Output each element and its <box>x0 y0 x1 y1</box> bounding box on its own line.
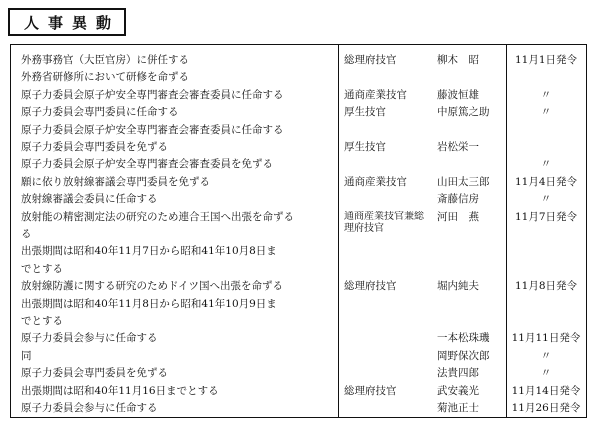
row-office: 総理府技官 <box>344 54 397 66</box>
row-description: でとする <box>21 262 63 275</box>
row-name: 法貴四郎 <box>437 367 479 380</box>
row-description: 原子力委員会原子炉安全専門審査会審査委員を免ずる <box>21 158 273 171</box>
row-date: 〃 <box>540 367 552 380</box>
row-name <box>437 313 507 330</box>
row-name: 中原篤之助 <box>437 106 490 119</box>
row-date: 11月4日発令 <box>514 175 578 188</box>
row-date: 11月8日発令 <box>514 280 578 293</box>
row-description: 原子力委員会原子炉安全専門審査会審査委員に任命する <box>21 88 284 101</box>
row-description: 外務省研修所において研修を命ずる <box>21 71 189 84</box>
row-name <box>437 226 507 243</box>
table-row <box>11 278 586 295</box>
section-title-box <box>8 8 126 36</box>
row-date <box>511 69 581 86</box>
row-name: 藤波恒雄 <box>437 88 479 101</box>
row-name: 菊池正士 <box>437 402 479 414</box>
row-office <box>344 313 432 330</box>
table-row <box>11 139 586 156</box>
row-name: 斎藤信房 <box>437 193 479 206</box>
table-row <box>11 52 586 69</box>
row-date <box>511 296 581 313</box>
row-office: 通商産業技官兼総理府技官 <box>344 210 424 234</box>
row-office: 通商産業技官 <box>344 88 407 101</box>
table-row <box>11 365 586 382</box>
row-description: 原子力委員会専門委員を免ずる <box>21 141 168 153</box>
row-description: 原子力委員会原子炉安全専門審査会審査委員に任命する <box>21 123 284 136</box>
row-office <box>344 261 432 278</box>
row-description: 原子力委員会参与に任命する <box>21 332 158 345</box>
table-row <box>11 383 586 400</box>
row-description: 願に依り放射線審議会専門委員を免ずる <box>21 175 210 188</box>
table-row <box>11 191 586 208</box>
row-office <box>344 122 432 139</box>
table-row <box>11 156 586 173</box>
row-office <box>344 365 432 382</box>
row-date <box>511 226 581 243</box>
row-name: 柳木 昭 <box>437 54 479 66</box>
row-name <box>437 122 507 139</box>
row-description: 同 <box>21 349 32 362</box>
row-office <box>344 400 432 417</box>
row-office: 厚生技官 <box>344 106 386 119</box>
row-name: 岡野保次郎 <box>437 349 490 362</box>
table-row <box>11 330 586 347</box>
table-row <box>11 348 586 365</box>
row-date: 〃 <box>540 88 552 101</box>
row-date <box>511 139 581 156</box>
row-office <box>344 69 432 86</box>
row-name <box>437 243 507 260</box>
row-office: 総理府技官 <box>344 280 397 293</box>
row-date: 〃 <box>540 106 552 119</box>
row-office: 厚生技官 <box>344 141 386 153</box>
row-description: 原子力委員会専門委員を免ずる <box>21 367 168 380</box>
row-office <box>344 296 432 313</box>
row-description: 放射能の精密測定法の研究のため連合王国へ出張を命ずる <box>21 210 294 223</box>
row-date: 11月14日発令 <box>511 384 581 397</box>
row-description: 原子力委員会参与に任命する <box>21 402 158 414</box>
personnel-table <box>10 44 587 418</box>
row-date: 11月1日発令 <box>514 54 578 66</box>
row-description: る <box>21 228 32 240</box>
row-description: でとする <box>21 315 63 327</box>
row-date <box>511 261 581 278</box>
row-name: 武安義光 <box>437 384 479 397</box>
row-office <box>344 243 432 260</box>
table-row <box>11 296 586 313</box>
table-row <box>11 313 586 330</box>
row-description: 出張期間は昭和40年11月7日から昭和41年10月8日ま <box>21 245 277 258</box>
row-date: 11月26日発令 <box>511 402 581 414</box>
row-name <box>437 156 507 173</box>
row-name: 堀内純夫 <box>437 280 479 293</box>
table-row <box>11 104 586 121</box>
row-date: 〃 <box>540 349 552 362</box>
row-description: 出張期間は昭和40年11月16日までとする <box>21 384 219 397</box>
row-description: 放射線防護に関する研究のためドイツ国へ出張を命ずる <box>21 280 283 293</box>
row-name <box>437 69 507 86</box>
table-row <box>11 226 586 243</box>
row-name <box>437 261 507 278</box>
row-date <box>511 313 581 330</box>
table-row <box>11 400 586 417</box>
row-name: 山田太三郎 <box>437 175 490 188</box>
row-office: 通商産業技官 <box>344 175 407 188</box>
row-name: 一本松珠璣 <box>437 332 490 345</box>
table-row <box>11 87 586 104</box>
row-office <box>344 330 432 347</box>
row-date <box>511 243 581 260</box>
row-description: 出張期間は昭和40年11月8日から昭和41年10月9日ま <box>21 297 277 310</box>
row-office <box>344 191 432 208</box>
row-office <box>344 348 432 365</box>
row-date: 〃 <box>540 193 552 206</box>
row-name: 河田 燕 <box>437 210 479 223</box>
row-office <box>344 156 432 173</box>
row-office: 総理府技官 <box>344 384 397 397</box>
row-date: 〃 <box>540 158 552 171</box>
table-row <box>11 243 586 260</box>
row-description: 放射線審議会委員に任命する <box>21 193 158 206</box>
row-date: 11月7日発令 <box>514 210 578 223</box>
table-row <box>11 69 586 86</box>
row-description: 原子力委員会専門委員に任命する <box>21 106 179 119</box>
row-name <box>437 296 507 313</box>
row-office <box>344 226 432 243</box>
row-name: 岩松栄一 <box>437 141 479 153</box>
table-row <box>11 261 586 278</box>
table-row <box>11 122 586 139</box>
section-title: 人事異動 <box>24 13 121 32</box>
table-row <box>11 174 586 191</box>
row-date <box>511 122 581 139</box>
row-description: 外務事務官（大臣官房）に併任する <box>21 54 189 66</box>
row-date: 11月11日発令 <box>511 332 581 345</box>
table-row <box>11 209 586 234</box>
